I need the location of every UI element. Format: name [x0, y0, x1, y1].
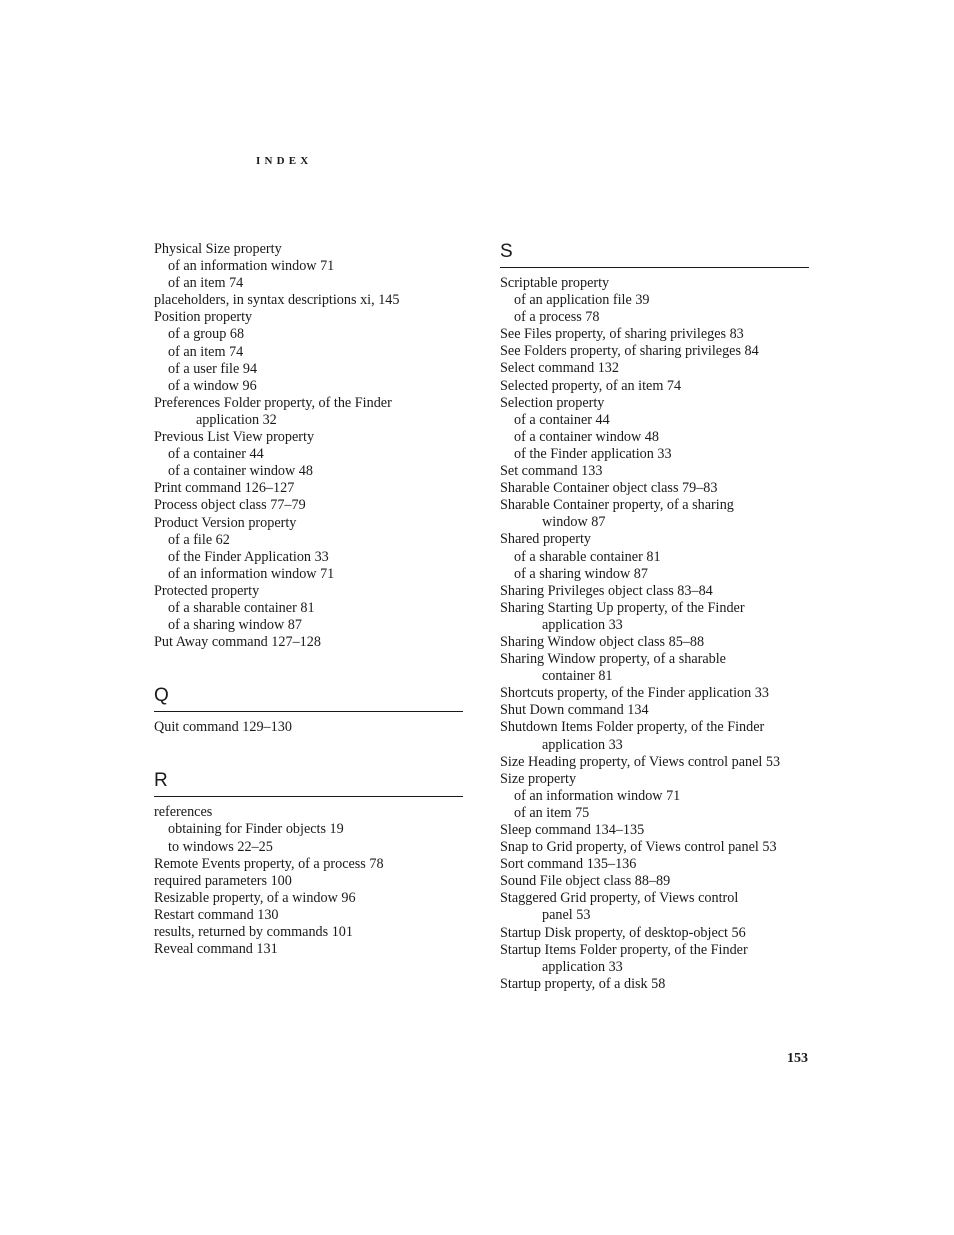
index-entry: of an information window 71 [168, 565, 335, 582]
index-entry: of an item 74 [168, 343, 244, 360]
index-entry: Sharing Privileges object class 83–84 [500, 582, 713, 599]
index-entry: of a container 44 [168, 446, 264, 463]
index-entry: panel 53 [542, 907, 591, 924]
index-entry: Quit command 129–130 [154, 719, 292, 736]
index-entry: Startup Items Folder property, of the Finder [500, 941, 748, 958]
index-entry: application 32 [196, 411, 277, 428]
index-group-p [154, 241, 463, 651]
index-entry: window 87 [542, 514, 606, 531]
index-section-s [500, 241, 809, 993]
index-group-r [154, 804, 463, 958]
index-entry: Shut Down command 134 [500, 702, 649, 719]
index-entry: of a container 44 [514, 411, 610, 428]
index-entry: container 81 [542, 668, 613, 685]
index-entry: application 33 [542, 958, 623, 975]
index-entry: Previous List View property [154, 429, 315, 446]
index-entry: See Files property, of sharing privileges 83 [500, 326, 744, 343]
index-entry: of a sharing window 87 [514, 565, 648, 582]
index-entry: Shortcuts property, of the Finder application 33 [500, 685, 769, 702]
index-entry: Staggered Grid property, of Views control [500, 890, 739, 907]
index-entry: See Folders property, of sharing privileges 84 [500, 343, 759, 360]
index-column-right [500, 241, 809, 993]
index-entry: of a file 62 [168, 531, 230, 548]
index-entry: Resizable property, of a window 96 [154, 889, 356, 906]
index-entry: placeholders, in syntax descriptions xi, 145 [154, 292, 400, 309]
index-entry: Product Version property [154, 514, 297, 531]
index-entry: application 33 [542, 616, 623, 633]
index-entry: obtaining for Finder objects 19 [168, 821, 344, 838]
index-entry: Sharable Container property, of a sharing [500, 497, 734, 514]
index-entry: of a user file 94 [168, 360, 258, 377]
index-entry: required parameters 100 [154, 872, 292, 889]
index-entry: Selection property [500, 394, 605, 411]
section-letter-s: S [500, 241, 809, 268]
index-entry: Restart command 130 [154, 906, 279, 923]
index-entry: Sharable Container object class 79–83 [500, 480, 718, 497]
index-entry: Put Away command 127–128 [154, 634, 321, 651]
index-entry: references [154, 804, 213, 821]
index-entry: of a sharable container 81 [514, 548, 661, 565]
index-section-q [154, 685, 463, 736]
index-entry: application 33 [542, 736, 623, 753]
index-entry: Print command 126–127 [154, 480, 295, 497]
index-entry: of the Finder Application 33 [168, 548, 329, 565]
index-entry: Size property [500, 770, 577, 787]
index-group-q [154, 719, 463, 736]
index-entry: Remote Events property, of a process 78 [154, 855, 384, 872]
index-entry: of the Finder application 33 [514, 445, 672, 462]
index-entry: Size Heading property, of Views control panel 53 [500, 753, 781, 770]
index-entry: of a process 78 [514, 309, 600, 326]
section-letter-q: Q [154, 685, 463, 712]
index-entry: Startup property, of a disk 58 [500, 975, 666, 992]
index-entry: of an information window 71 [514, 787, 681, 804]
index-entry: of an item 75 [514, 804, 590, 821]
page-number: 153 [787, 1051, 808, 1066]
index-entry: of a window 96 [168, 377, 257, 394]
index-entry: Scriptable property [500, 275, 610, 291]
index-entry: Startup Disk property, of desktop-object 56 [500, 924, 746, 941]
index-entry: Sharing Window object class 85–88 [500, 633, 705, 650]
index-entry: Reveal command 131 [154, 941, 278, 958]
index-entry: of a container window 48 [514, 428, 659, 445]
index-entry: Set command 133 [500, 463, 603, 480]
section-letter-r: R [154, 770, 463, 797]
index-entry: of a sharing window 87 [168, 617, 302, 634]
index-entry: Snap to Grid property, of Views control panel 53 [500, 839, 777, 856]
running-head: INDEX [256, 155, 313, 167]
index-entry: of a container window 48 [168, 463, 313, 480]
index-entry: of an item 74 [168, 275, 244, 292]
index-entry: Sound File object class 88–89 [500, 873, 671, 890]
index-entry: Sharing Window property, of a sharable [500, 651, 726, 668]
index-entry: to windows 22–25 [168, 838, 273, 855]
index-entry: Process object class 77–79 [154, 497, 306, 514]
index-entry: of a sharable container 81 [168, 599, 315, 616]
index-entry: Protected property [154, 582, 260, 599]
index-entry: Sleep command 134–135 [500, 822, 645, 838]
index-entry: results, returned by commands 101 [154, 924, 353, 940]
index-column-left [154, 241, 463, 958]
index-entry: of an information window 71 [168, 258, 335, 275]
index-entry: Select command 132 [500, 360, 619, 377]
index-entry: Physical Size property [154, 241, 282, 257]
index-group-s [500, 275, 809, 993]
index-section-r [154, 770, 463, 958]
index-entry: Shutdown Items Folder property, of the Finder [500, 719, 765, 736]
index-entry: Shared property [500, 531, 592, 548]
index-entry: Selected property, of an item 74 [500, 377, 682, 394]
index-entry: Position property [154, 309, 253, 326]
index-entry: Sort command 135–136 [500, 856, 637, 873]
index-entry: Sharing Starting Up property, of the Finder [500, 599, 745, 616]
index-entry: of a group 68 [168, 326, 245, 343]
index-entry: of an application file 39 [514, 292, 650, 309]
index-entry: Preferences Folder property, of the Finder [154, 394, 392, 411]
